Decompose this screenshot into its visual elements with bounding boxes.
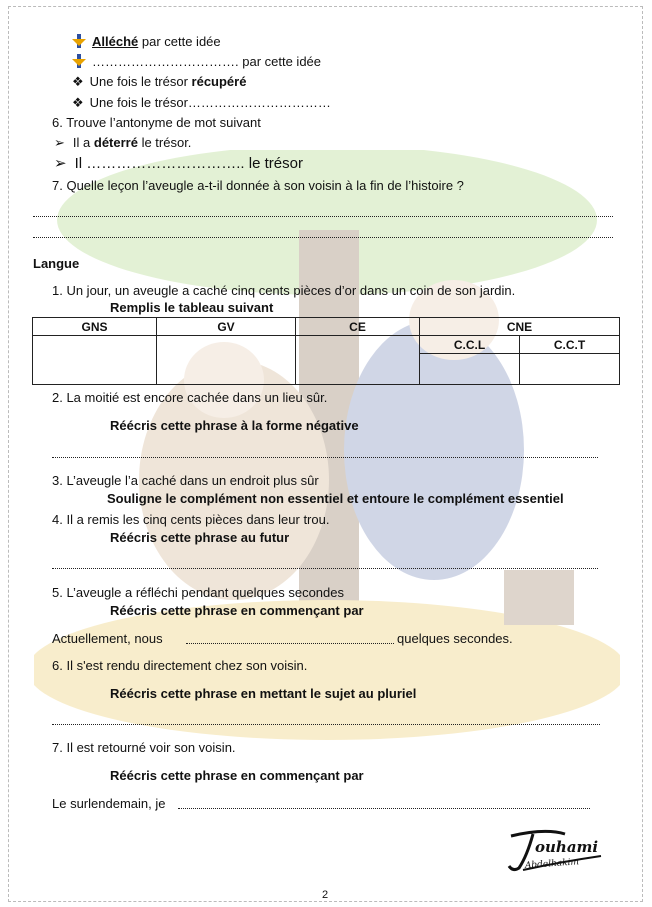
answer-line[interactable] — [33, 237, 613, 238]
bullet-line-1 — [72, 34, 221, 50]
table-header-gv: GV — [157, 318, 296, 336]
table-header-cct: C.C.T — [520, 336, 620, 354]
langue-q2-instruction: Réécris cette phrase à la forme négative — [110, 418, 359, 433]
table-header-ce: CE — [296, 318, 420, 336]
langue-q5-instruction: Réécris cette phrase en commençant par — [110, 603, 364, 618]
langue-q4-instruction: Réécris cette phrase au futur — [110, 530, 290, 545]
q6-a2-text[interactable]: Il ………………………….. le trésor — [74, 155, 303, 172]
arrow-bullet-icon — [72, 34, 86, 48]
bullet-3-text: Une fois le trésor — [89, 74, 192, 89]
table-cell-ccl[interactable] — [420, 354, 520, 385]
bullet-2-blank[interactable]: ……………………………. — [92, 54, 239, 69]
diamond-bullet-icon: ❖ — [72, 74, 84, 89]
q5-suffix: quelques secondes. — [397, 631, 513, 646]
bullet-2-rest: par cette idée — [238, 54, 322, 69]
langue-q1-instruction: Remplis le tableau suivant — [110, 300, 274, 315]
bullet-3-bold: récupéré — [191, 74, 247, 89]
bullet-4-text[interactable]: Une fois le trésor…………………………… — [89, 95, 331, 110]
svg-text:ouhami: ouhami — [535, 838, 599, 856]
answer-line[interactable] — [52, 457, 598, 458]
bullet-line-3 — [72, 74, 246, 90]
arrow-right-icon: ➢ — [54, 135, 65, 150]
q6-a1-pre: Il a — [72, 135, 94, 150]
langue-q3-instruction: Souligne le complément non essentiel et entoure le complément essentiel — [107, 491, 564, 506]
table-cell-gv[interactable] — [157, 336, 296, 385]
arrow-bullet-icon — [72, 54, 86, 68]
arrow-right-icon: ➢ — [54, 155, 67, 172]
langue-question-3: 3. L’aveugle l’a caché dans un endroit plus sûr — [52, 473, 319, 488]
bullet-line-4 — [72, 95, 331, 111]
page-number: 2 — [322, 889, 329, 901]
q6-a1-bold: déterré — [93, 135, 138, 150]
langue-q6-instruction: Réécris cette phrase en mettant le sujet au pluriel — [110, 686, 417, 701]
answer-line[interactable] — [33, 216, 613, 217]
question-6-answer-2 — [54, 155, 303, 173]
question-6-answer-1 — [54, 135, 191, 151]
background-illustration — [34, 150, 620, 740]
table-cell-gns[interactable] — [33, 336, 157, 385]
bullet-1-bold-word: Alléché — [92, 34, 139, 49]
grammar-table — [32, 317, 620, 385]
table-header-cne: CNE — [420, 318, 620, 336]
svg-text:Abdelhakim: Abdelhakim — [524, 857, 580, 872]
table-header-ccl: C.C.L — [420, 336, 520, 354]
langue-question-6: 6. Il s'est rendu directement chez son voisin. — [52, 658, 308, 673]
table-cell-cct[interactable] — [520, 354, 620, 385]
answer-line[interactable] — [52, 724, 600, 725]
question-7-title: 7. Quelle leçon l’aveugle a-t-il donnée à son voisin à la fin de l’histoire ? — [52, 178, 464, 193]
bullet-line-2 — [72, 54, 321, 70]
answer-line[interactable] — [52, 568, 598, 569]
signature-logo — [505, 826, 607, 874]
answer-blank[interactable] — [186, 643, 394, 644]
langue-question-2: 2. La moitié est encore cachée dans un lieu sûr. — [52, 390, 328, 405]
table-cell-ce[interactable] — [296, 336, 420, 385]
diamond-bullet-icon: ❖ — [72, 95, 84, 110]
answer-blank[interactable] — [178, 808, 590, 809]
q6-a1-post: le trésor. — [137, 135, 192, 150]
bullet-1-rest: par cette idée — [138, 34, 221, 49]
q7-prefix: Le surlendemain, je — [52, 796, 166, 811]
question-6-title: 6. Trouve l’antonyme de mot suivant — [52, 115, 261, 130]
table-header-gns: GNS — [33, 318, 157, 336]
langue-q7-instruction: Réécris cette phrase en commençant par — [110, 768, 364, 783]
langue-question-1: 1. Un jour, un aveugle a caché cinq cents pièces d’or dans un coin de son jardin. — [52, 283, 516, 298]
langue-question-5: 5. L’aveugle a réfléchi pendant quelques secondes — [52, 585, 344, 600]
q5-prefix: Actuellement, nous — [52, 631, 163, 646]
langue-question-4: 4. Il a remis les cinq cents pièces dans leur trou. — [52, 512, 330, 527]
langue-question-7: 7. Il est retourné voir son voisin. — [52, 740, 236, 755]
section-heading-langue: Langue — [33, 256, 80, 271]
